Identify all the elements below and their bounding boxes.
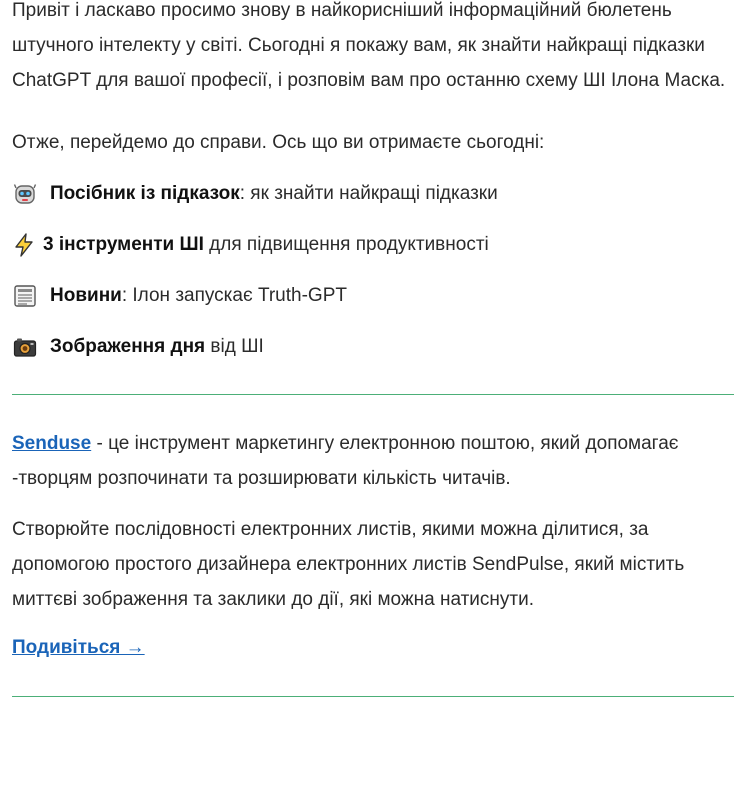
item-text: Зображення дня від ШІ: [50, 336, 264, 357]
item-text: Новини: Ілон запускає Truth-GPT: [50, 285, 347, 306]
robot-icon: [12, 181, 38, 207]
sponsor-description: Створюйте послідовності електронних листів, якими можна ділитися, за допомогою простого дизайнера електронних листів SendPulse, який містить миттєві зображення та заклики до дії, які можна натиснути.: [12, 519, 685, 610]
newsletter-content: [12, 0, 734, 697]
intro-paragraph: Привіт і ласкаво просимо знову в найкорисніший інформаційний бюлетень штучного інтелекту у світі. Сьогодні я покажу вам, як знайти найкращі підказки ChatGPT для вашої професії, і розповім вам про останню схему ШІ Ілона Маска.: [12, 0, 726, 91]
cta-paragraph: [12, 634, 734, 662]
item-text: Посібник із підказок: як знайти найкращі підказки: [50, 183, 498, 204]
list-item-prompt-guide: [12, 180, 734, 208]
lead-paragraph: Отже, перейдемо до справи. Ось що ви отримаєте сьогодні:: [12, 132, 545, 153]
lightning-icon: [12, 232, 36, 258]
list-item-ai-tools: [12, 231, 734, 259]
camera-icon: [12, 334, 38, 360]
sponsor-text: - це інструмент маркетингу електронною поштою, який допомагає -творцям розпочинати та розширювати кількість читачів.: [12, 433, 679, 489]
view-link[interactable]: Подивіться →: [12, 637, 145, 658]
newspaper-icon: [12, 283, 38, 309]
section-divider-bottom: [12, 696, 734, 697]
sponsor-paragraph: [12, 426, 734, 496]
section-divider: [12, 394, 734, 395]
senduse-link[interactable]: Senduse: [12, 433, 92, 454]
list-item-news: [12, 282, 734, 310]
list-item-image-of-day: [12, 333, 734, 361]
item-text: 3 інструменти ШІ для підвищення продуктивності: [43, 234, 489, 255]
